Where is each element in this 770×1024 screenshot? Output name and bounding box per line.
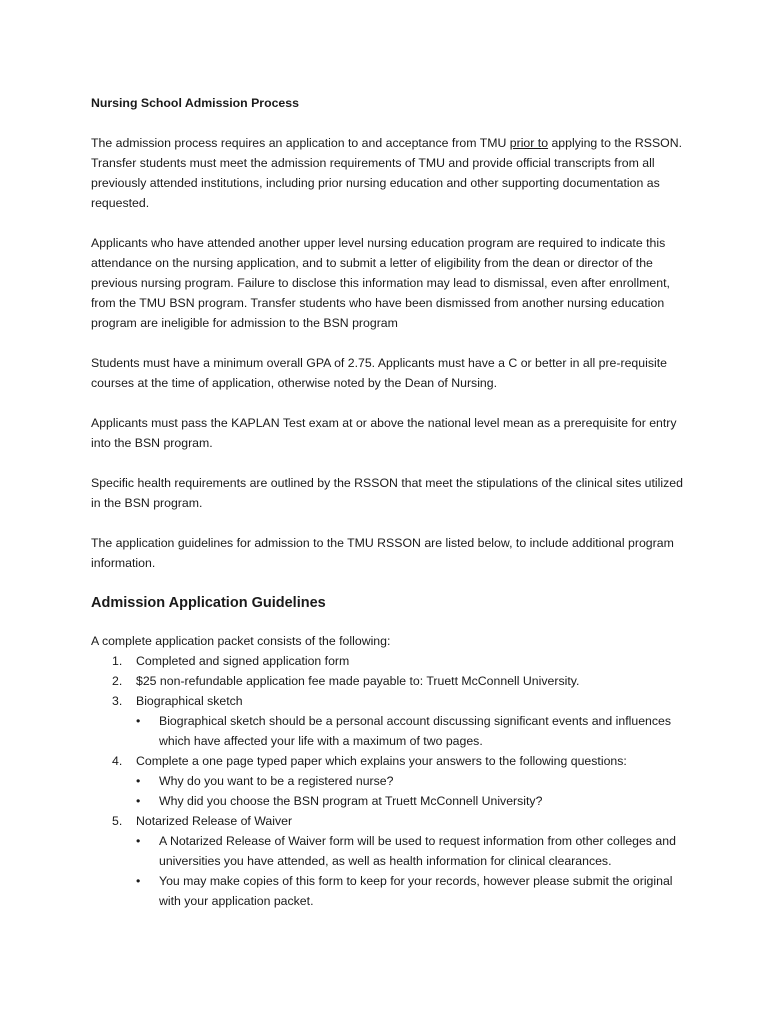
list-item bbox=[91, 691, 691, 751]
bullet-icon: • bbox=[136, 714, 141, 728]
paragraph-admission-process bbox=[91, 133, 691, 213]
requirements-list bbox=[91, 651, 691, 911]
list-item-text: Completed and signed application form bbox=[136, 654, 350, 668]
bullet-text: Why do you want to be a registered nurse? bbox=[159, 774, 394, 788]
list-number: 1. bbox=[112, 654, 123, 668]
paragraph-guidelines: The application guidelines for admission to the TMU RSSON are listed below, to include additional program information. bbox=[91, 536, 674, 570]
bullet-icon: • bbox=[136, 874, 141, 888]
bullet-text: Biographical sketch should be a personal account discussing significant events and influences which have affected your life with a maximum of two pages. bbox=[159, 714, 672, 748]
sub-bullet-list bbox=[136, 711, 691, 751]
paragraph-text: The admission process requires an application to and acceptance from TMU bbox=[91, 136, 510, 150]
bullet-icon: • bbox=[136, 774, 141, 788]
bullet-item bbox=[136, 791, 691, 811]
underlined-text: prior to bbox=[509, 136, 549, 150]
section-title: Admission Application Guidelines bbox=[91, 595, 326, 611]
bullet-icon: • bbox=[136, 794, 141, 808]
list-item bbox=[91, 671, 691, 691]
list-item-text: $25 non-refundable application fee made payable to: Truett McConnell University. bbox=[136, 674, 580, 688]
list-number: 2. bbox=[112, 674, 123, 688]
bullet-item bbox=[136, 711, 691, 751]
list-item bbox=[91, 751, 691, 811]
bullet-text: Why did you choose the BSN program at Truett McConnell University? bbox=[159, 794, 543, 808]
document-page bbox=[91, 93, 691, 911]
list-number: 5. bbox=[112, 814, 123, 828]
bullet-text: You may make copies of this form to keep for your records, however please submit the original with your application packet. bbox=[159, 874, 673, 908]
bullet-item bbox=[136, 831, 691, 871]
page-title: Nursing School Admission Process bbox=[91, 96, 299, 110]
bullet-text: A Notarized Release of Waiver form will be used to request information from other colleges and universities you have attended, as well as health information for clinical clearances. bbox=[159, 834, 676, 868]
list-item bbox=[91, 651, 691, 671]
list-number: 4. bbox=[112, 754, 123, 768]
sub-bullet-list bbox=[136, 771, 691, 811]
paragraph-prior-attendance: Applicants who have attended another upper level nursing education program are required to indicate this attendance on the nursing application, and to submit a letter of eligibility from the dean or director of the previous nursing program. Failure to disclose this information may lead to dismissal, even after enrollment, from the TMU BSN program. Transfer students who have been dismissed from another nursing education program are ineligible for admission to the BSN program bbox=[91, 236, 670, 330]
paragraph-text: applying to the RSSON. Transfer students must meet the admission requirements of TMU and provide official transcripts from all previously attended institutions, including prior nursing education and other supporting documentation as requested. bbox=[91, 136, 683, 210]
list-item-text: Complete a one page typed paper which explains your answers to the following questions: bbox=[136, 754, 627, 768]
list-item-text: Notarized Release of Waiver bbox=[136, 814, 293, 828]
paragraph-health: Specific health requirements are outlined by the RSSON that meet the stipulations of the clinical sites utilized in the BSN program. bbox=[91, 476, 683, 510]
bullet-item bbox=[136, 771, 691, 791]
bullet-item bbox=[136, 871, 691, 911]
sub-bullet-list bbox=[136, 831, 691, 911]
list-item bbox=[91, 811, 691, 911]
bullet-icon: • bbox=[136, 834, 141, 848]
list-item-text: Biographical sketch bbox=[136, 694, 243, 708]
paragraph-gpa: Students must have a minimum overall GPA of 2.75. Applicants must have a C or better in all pre-requisite courses at the time of application, otherwise noted by the Dean of Nursing. bbox=[91, 356, 667, 390]
paragraph-kaplan: Applicants must pass the KAPLAN Test exam at or above the national level mean as a prerequisite for entry into the BSN program. bbox=[91, 416, 677, 450]
list-intro: A complete application packet consists of the following: bbox=[91, 634, 391, 648]
list-number: 3. bbox=[112, 694, 123, 708]
